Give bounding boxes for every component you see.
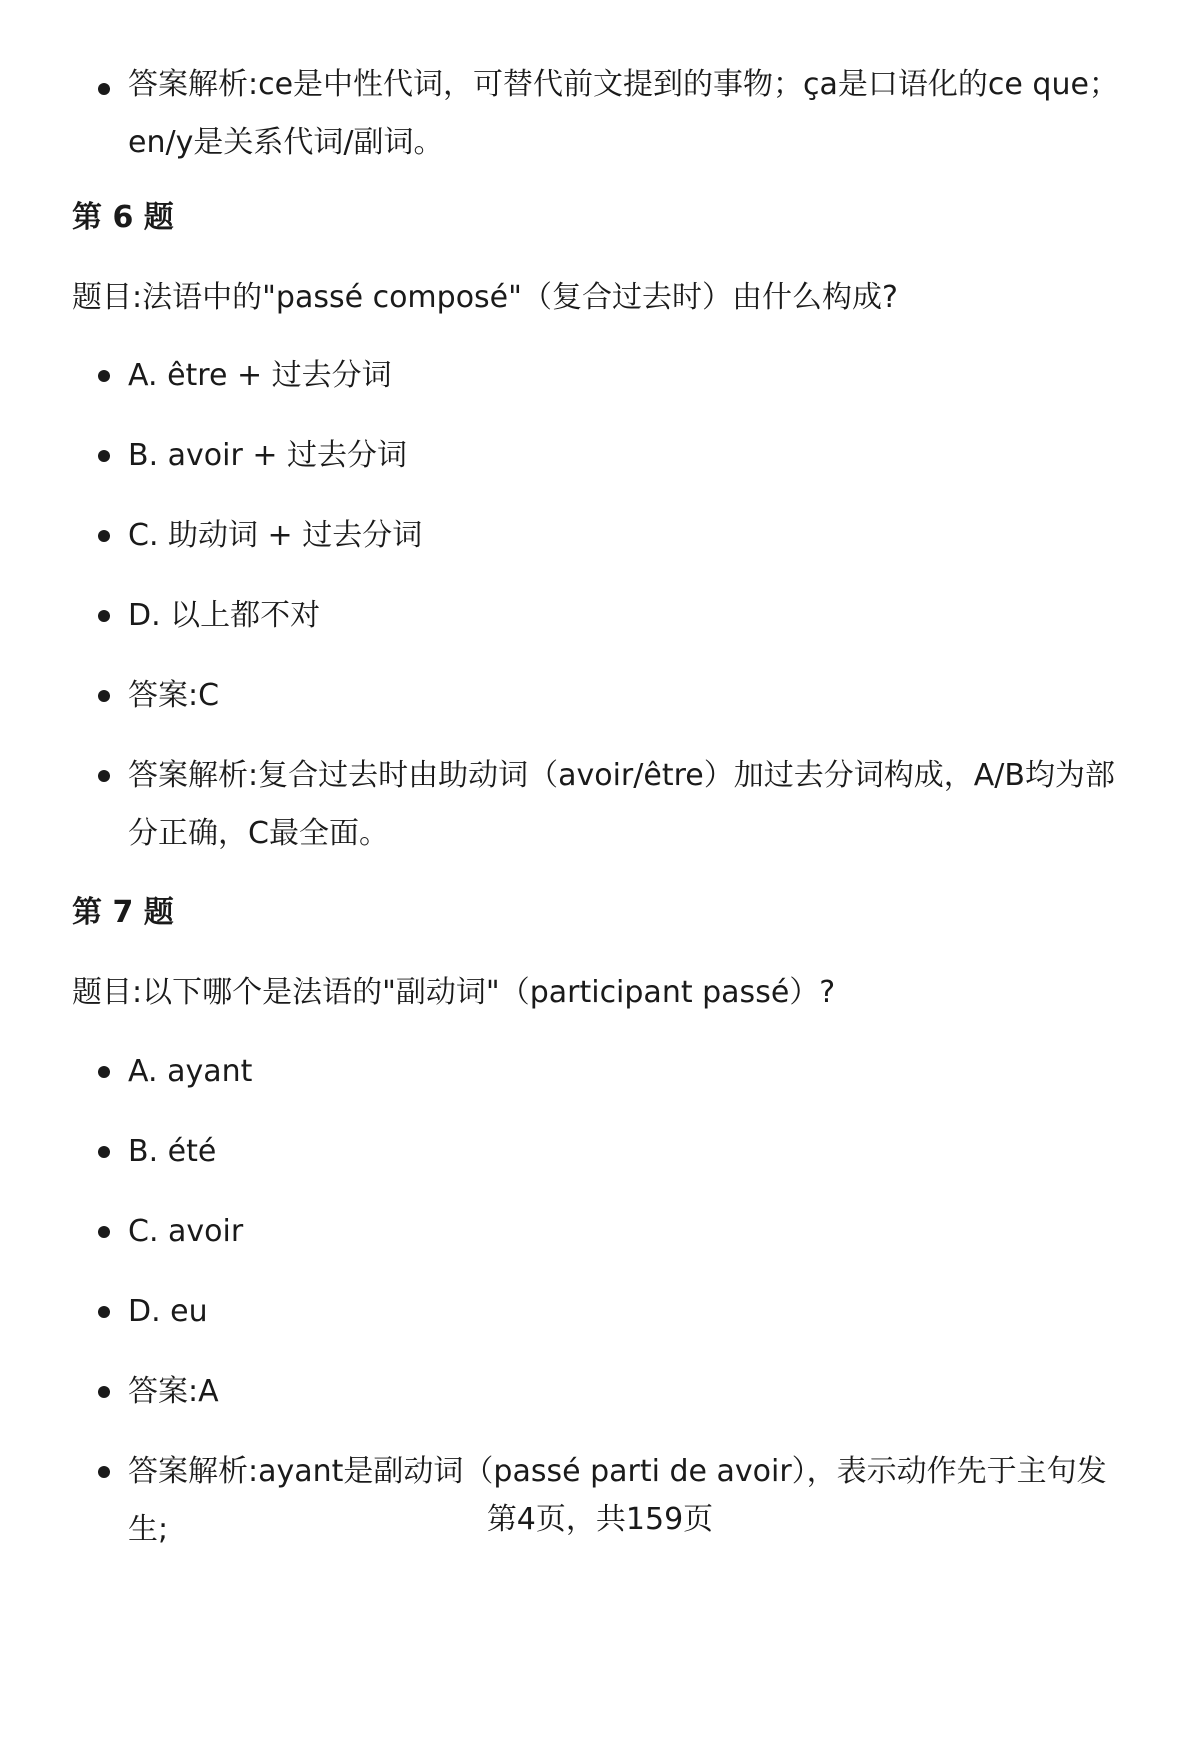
bullet-dot xyxy=(98,370,110,382)
bullet-dot xyxy=(98,83,110,95)
answer-q7: 答案:A xyxy=(128,1374,219,1409)
option-c-q6: C. 助动词 + 过去分词 xyxy=(128,518,423,553)
question-heading-7: 第 7 题 xyxy=(72,895,174,930)
explanation-q5: 答案解析:ce是中性代词，可替代前文提到的事物；ça是口语化的ce que；en/y是关系代词/副词。 xyxy=(128,67,1119,160)
option-c-q7: C. avoir xyxy=(128,1214,244,1249)
question-text-6: 题目:法语中的"passé composé"（复合过去时）由什么构成? xyxy=(72,280,898,315)
question-heading-6: 第 6 题 xyxy=(72,200,174,235)
option-a-q6: A. être + 过去分词 xyxy=(128,358,392,393)
bullet-dot xyxy=(98,1146,110,1158)
option-b-q7: B. été xyxy=(128,1134,217,1169)
bullet-dot xyxy=(98,1386,110,1398)
bullet-dot xyxy=(98,610,110,622)
option-a-q7: A. ayant xyxy=(128,1054,253,1089)
bullet-dot xyxy=(98,450,110,462)
bullet-dot xyxy=(98,1066,110,1078)
bullet-dot xyxy=(98,690,110,702)
bullet-dot xyxy=(98,530,110,542)
page-number-footer: 第4页，共159页 xyxy=(486,1502,714,1537)
bullet-dot xyxy=(98,770,110,782)
question-text-7: 题目:以下哪个是法语的"副动词"（participant passé）? xyxy=(72,975,836,1010)
option-b-q6: B. avoir + 过去分词 xyxy=(128,438,408,473)
bullet-dot xyxy=(98,1306,110,1318)
explanation-q6: 答案解析:复合过去时由助动词（avoir/être）加过去分词构成，A/B均为部分正确，C最全面。 xyxy=(128,758,1115,851)
explanation-q7: 答案解析:ayant是副动词（passé parti de avoir），表示动作先于主句发生; xyxy=(128,1454,1107,1547)
option-d-q6: D. 以上都不对 xyxy=(128,598,321,633)
bullet-dot xyxy=(98,1226,110,1238)
bullet-dot xyxy=(98,1466,110,1478)
option-d-q7: D. eu xyxy=(128,1294,208,1329)
answer-q6: 答案:C xyxy=(128,678,220,713)
